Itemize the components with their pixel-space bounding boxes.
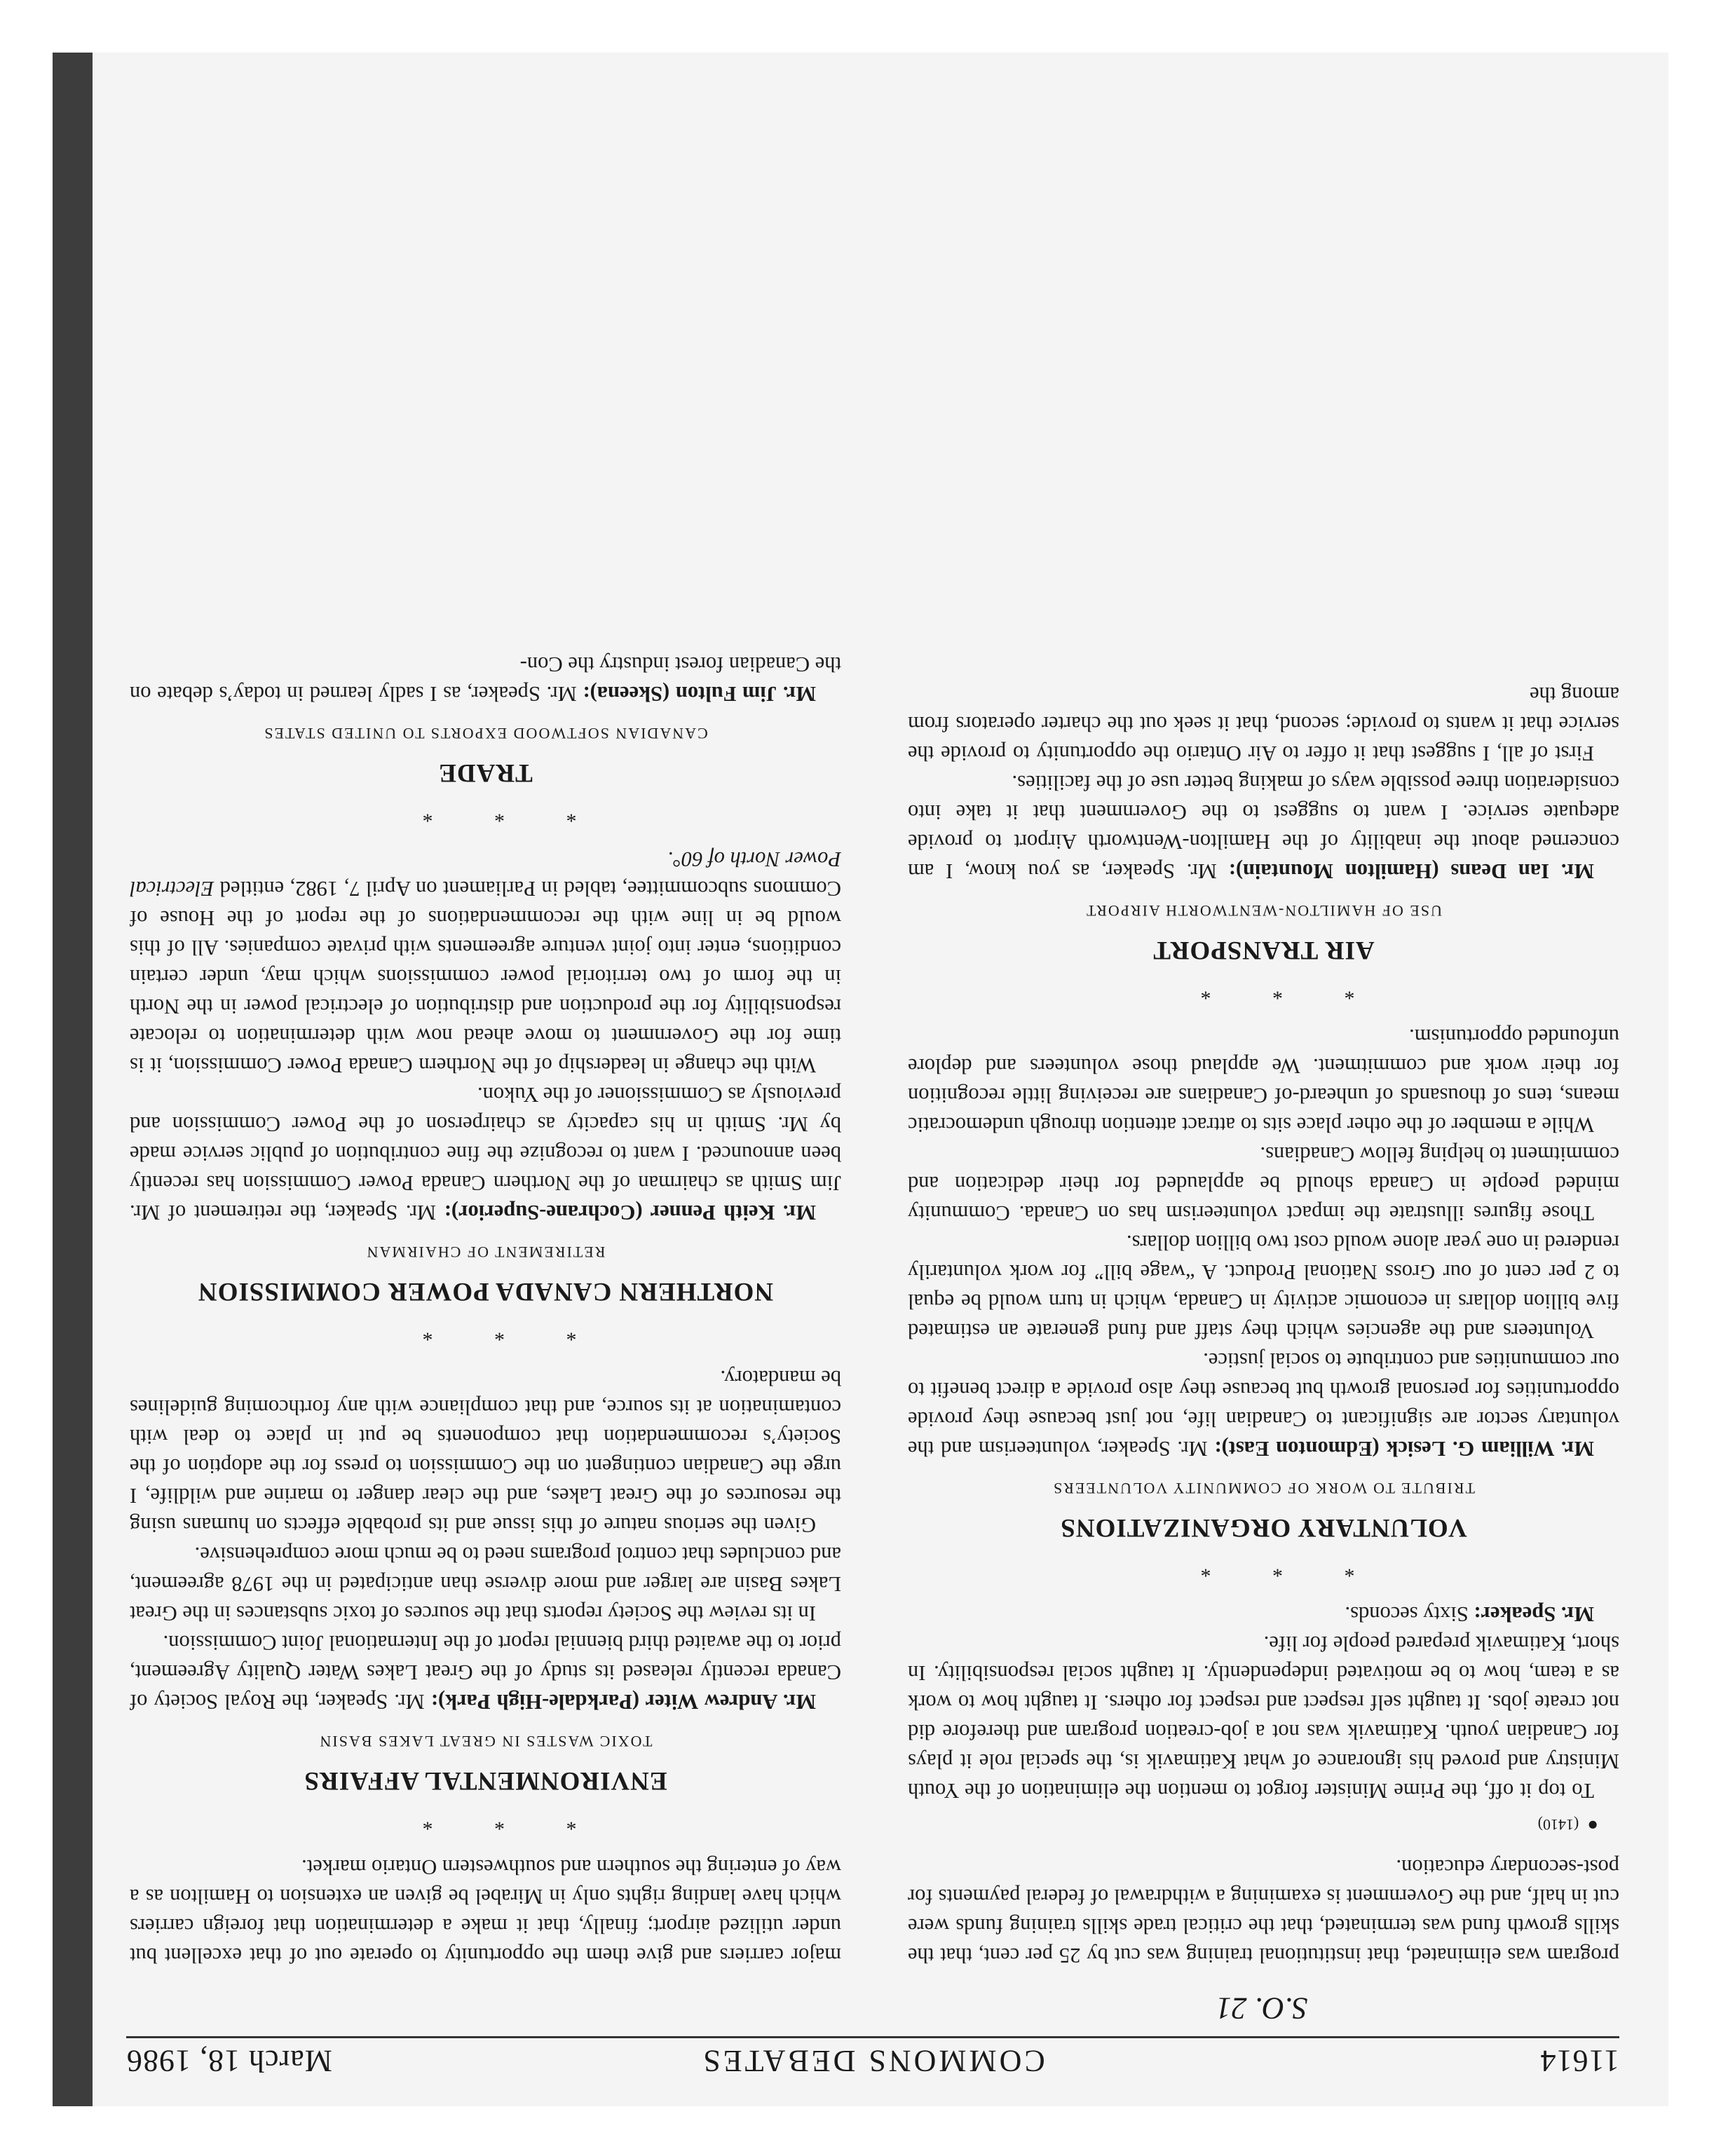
paragraph: To top it off, the Prime Minister forgot to mention the elimination of the Youth Ministry and proved his ignorance of what Katimavik is, the special role it plays for Canadian youth. Katimavik was not a job-creation program and therefore did not create jobs. It taught self respect and respect for others. It taught how to work as a team, how to be motivated independently. It taught social responsibility. In short, Katimavik prepared people for life. (908, 1632, 1619, 1803)
speech-text: Mr. Speaker, as you know, I am concerned about the inability of the Hamilton-Wentworth Airport to provide adequate service. I want to suggest to the Government that it take into consideration three possible ways of making better use of the facilities. (908, 771, 1619, 883)
section-heading: VOLUNTARY ORGANIZATIONS (1060, 1513, 1467, 1542)
speaker-name: Mr. Speaker: (1474, 1602, 1594, 1626)
publication-date: March 18, 1986 (126, 2044, 332, 2078)
paragraph (130, 1080, 841, 1227)
time-text: (1410) (1537, 1816, 1579, 1834)
section-heading: AIR TRANSPORT (1152, 936, 1375, 964)
speech-text: Sixty seconds. (1345, 1602, 1474, 1626)
section-subheading: RETIREMENT OF CHAIRMAN (365, 1243, 606, 1261)
paragraph: Those figures illustrate the impact volunteerism has on Canada. Community minded people in Canada should be applauded for their dedication and commitment to helping fellow Canadians. (908, 1142, 1619, 1225)
speaker-name: Mr. William G. Lesick (Edmonton East): (1214, 1437, 1594, 1461)
section-separator: * * * (1172, 981, 1355, 1004)
section-separator: * * * (394, 1322, 577, 1345)
section-subheading: TRIBUTE TO WORK OF COMMUNITY VOLUNTEERS (1052, 1480, 1475, 1497)
section-heading: ENVIRONMENTAL AFFAIRS (304, 1766, 667, 1795)
section-heading: TRADE (438, 758, 533, 787)
paragraph (908, 1599, 1619, 1629)
paragraph (908, 768, 1619, 886)
paragraph (908, 1346, 1619, 1464)
paragraph: While a member of the other place sits to attract attention through undemocratic means, tens of thousands of unheard-of Canadians are receiving little recognition for their work and commitment. We applaud those volunteers and deplore unfounded opportunism. (908, 1025, 1619, 1137)
section-separator: * * * (394, 1811, 577, 1834)
paragraph (130, 650, 841, 709)
section-separator: * * * (394, 803, 577, 826)
section-separator: * * * (1172, 1558, 1355, 1581)
publication-title: COMMONS DEBATES (700, 2044, 1045, 2078)
speaker-name: Mr. Ian Deans (Hamilton Mountain): (1228, 859, 1594, 883)
speaker-name: Mr. Keith Penner (Cochrane-Superior): (444, 1201, 816, 1224)
page-number: 11614 (1539, 2044, 1619, 2078)
timestamp (908, 1810, 1598, 1840)
speech-text: Mr. Speaker, volunteerism and the voluntary sector are significant to Canadian life, not just because they provide opportunities for personal growth but because they also provide a direct benefit to our communities and contribute to social justice. (908, 1349, 1619, 1461)
paragraph: Volunteers and the agencies which they staff and fund generate an estimated five billion dollars in economic activity in Canada, which in turn would be equal to 2 per cent of our Gross National Product. A “wage bill” for work voluntarily rendered in one year alone would cost two billion dollars. (908, 1231, 1619, 1343)
bullet-icon: ● (1587, 1815, 1598, 1836)
paragraph: Given the serious nature of this issue and its probable effects on humans using the resources of the Great Lakes, and the clear danger to marine and wildlife, I urge the Canadian contingent on the Commission to press for the adoption of the Society’s recommendation that components be put in place to deal with contamination at its source, and that compliance with any forthcoming guidelines be mandatory. (130, 1366, 841, 1537)
section-heading: NORTHERN CANADA POWER COMMISSION (197, 1277, 774, 1306)
paragraph (130, 1628, 841, 1717)
section-label: S.O. 21 (1216, 1991, 1308, 2026)
paragraph: program was eliminated, that institutional training was cut by 25 per cent, that the skills growth fund was terminated, that the critical trade skills training funds were cut in half, and the Government is examining a withdrawal of federal payments for post-secondary education. (908, 1855, 1619, 1967)
paragraph: In its review the Society reports that the sources of toxic substances in the Great Lakes Basin are larger and more diverse than anticipated in the 1978 agreement, and concludes that control programs need to be much more comprehensive. (130, 1543, 841, 1625)
header-rule (126, 2036, 1619, 2038)
speech-text: Mr. Speaker, the retirement of Mr. Jim Smith as chairman of the Northern Canada Power Commission has recently been announced. I want to recognize the fine contribution of public service made by Mr. Smith in his capacity as chairperson of the Power Commission and previously as Commissioner of the Yukon. (130, 1083, 841, 1224)
section-subheading: USE OF HAMILTON-WENTWORTH AIRPORT (1085, 902, 1442, 920)
right-column (130, 650, 841, 1970)
section-subheading: CANADIAN SOFTWOOD EXPORTS TO UNITED STATES (263, 725, 708, 742)
paragraph: major carriers and give them the opportunity to operate out of that excellent but under utilized airport; finally, that it make a determination that foreign carriers which have landing rights only in Mirabel be given an extension to Hamilton as a way of entering the southern and southwestern Ontario market. (130, 1855, 841, 1967)
speech-text: Mr. Speaker, as I sadly learned in today’s debate on the Canadian forest industry the Con- (130, 653, 841, 706)
speaker-name: Mr. Jim Fulton (Skeena): (583, 682, 816, 706)
paragraph: First of all, I suggest that it offer to Air Ontario the opportunity to provide the service that it wants to provide; second, that it seek out the charter operators from among the (908, 683, 1619, 765)
section-subheading: TOXIC WASTES IN GREAT LAKES BASIN (318, 1733, 653, 1750)
speech-text: With the change in leadership of the Northern Canada Power Commission, it is time for the Government to move ahead now with determination to relocate responsibility for the production and distribution of electrical power in the North in the form of two territorial power commissions which may, under certain conditions, enter into joint venture agreements with private companies. All of this would be in line with the recommendations of the report of the House of Commons subcommittee, tabled in Parliament on April 7, 1982, entitled (130, 877, 841, 1077)
paragraph (130, 845, 841, 1080)
left-column (908, 680, 1619, 1970)
report-title: Electrical Power North of 60°. (130, 847, 841, 901)
speech-text: Mr. Speaker, the Royal Society of Canada recently released its study of the Great Lakes Water Quality Agreement, prior to the awaited third biennial report of the International Joint Commission. (130, 1631, 841, 1714)
speaker-name: Mr. Andrew Witer (Parkdale-High Park): (430, 1690, 816, 1714)
